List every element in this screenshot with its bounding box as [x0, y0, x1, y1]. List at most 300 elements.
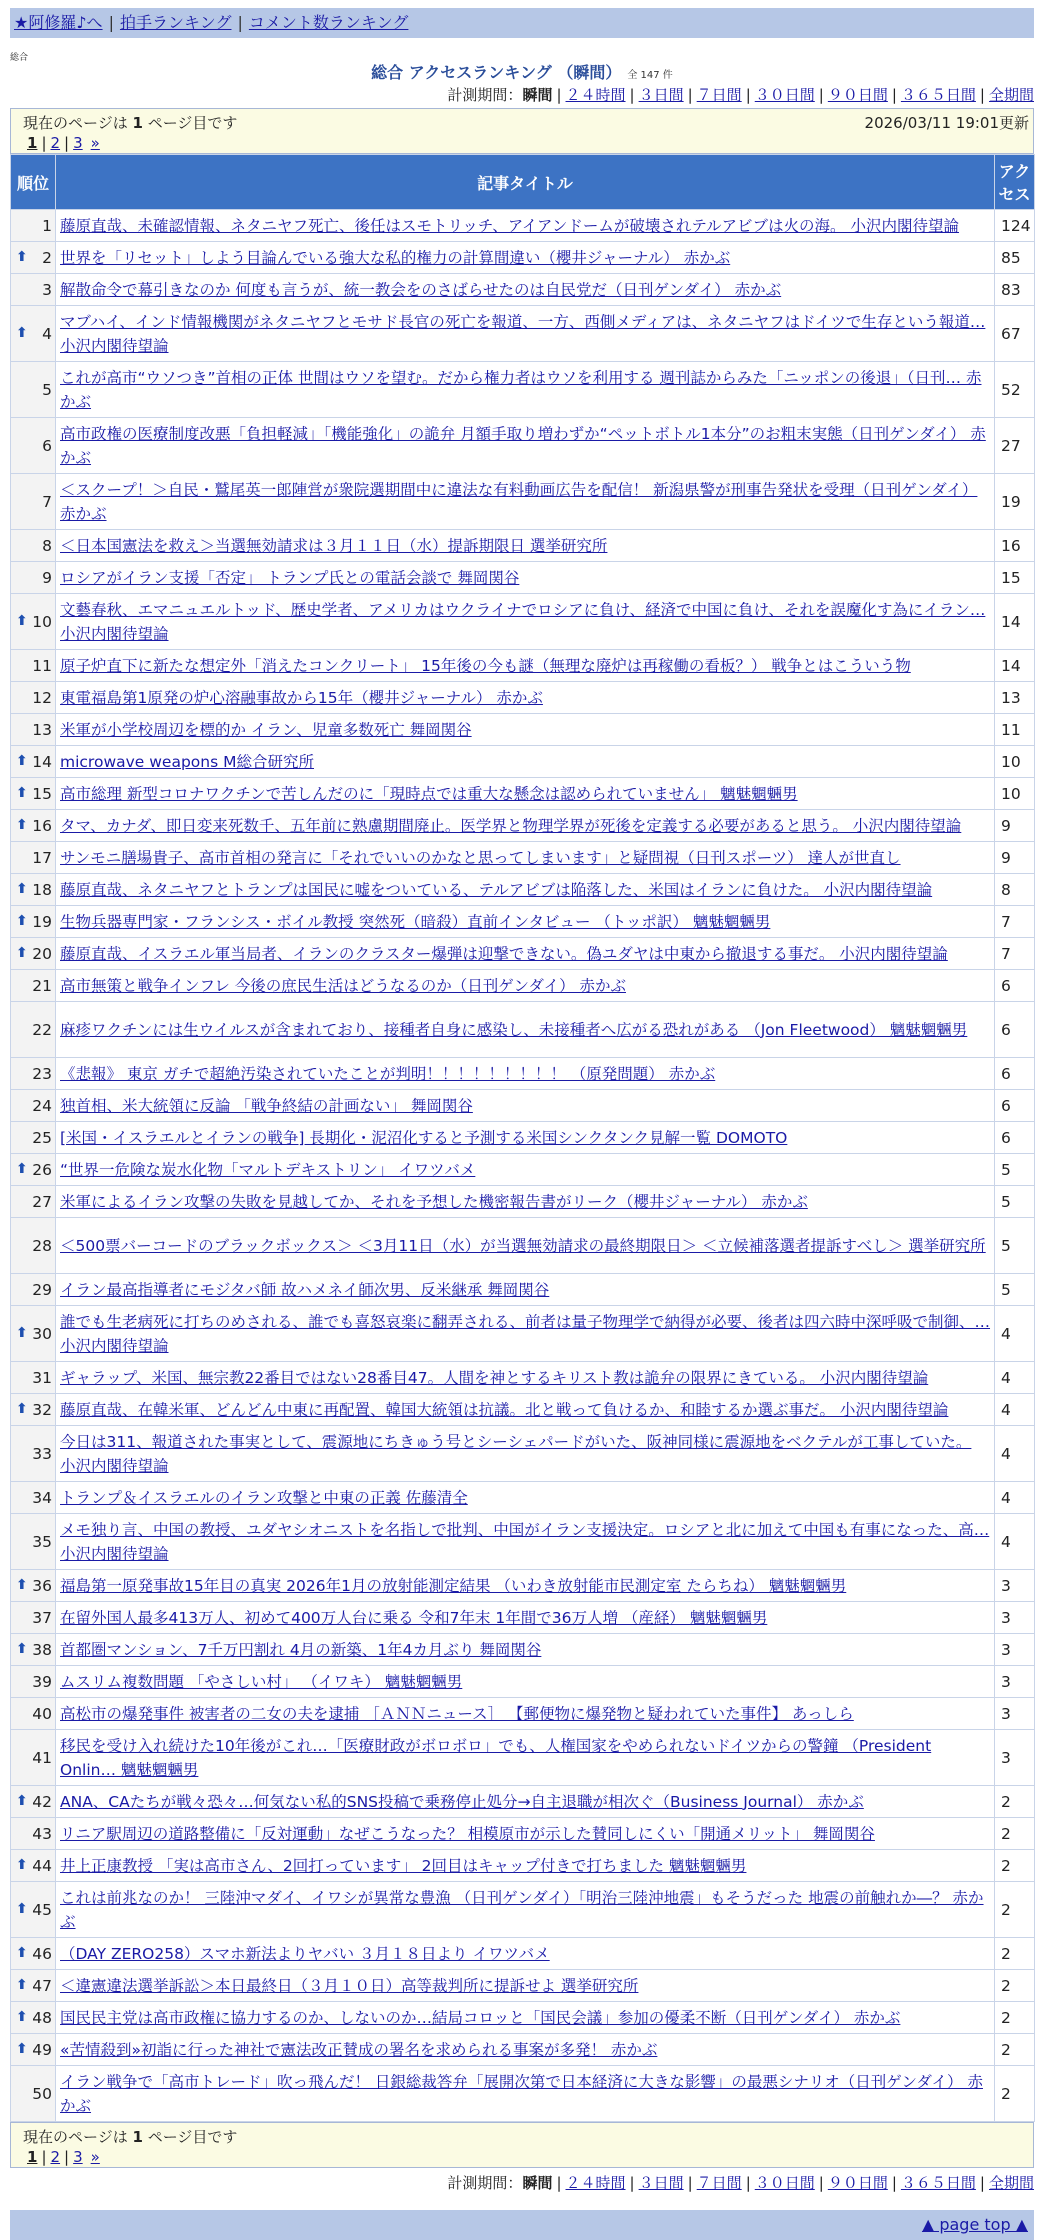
- period-link[interactable]: ２４時間: [565, 2174, 626, 2192]
- article-link[interactable]: 高松市の爆発事件 被害者の二女の夫を逮捕 ［ＡＮＮニュース］ 【郵便物に爆発物と疑われていた事件】 あっしら: [60, 1704, 854, 1723]
- rank-cell: [11, 2034, 56, 2066]
- access-count: 5: [995, 1154, 1035, 1186]
- title-cell: [56, 2002, 995, 2034]
- access-count: 10: [995, 746, 1035, 778]
- update-timestamp: 2026/03/11 19:01更新: [864, 114, 1029, 132]
- rank-cell: [11, 2002, 56, 2034]
- article-link[interactable]: [米国・イスラエルとイランの戦争] 長期化・泥沼化すると予測する米国シンクタンク見解一覧 DOMOTO: [60, 1128, 788, 1147]
- rank-cell: [11, 1570, 56, 1602]
- rank-number: 49: [32, 2040, 52, 2059]
- period-current: 瞬間: [522, 86, 553, 104]
- title-cell: [56, 2034, 995, 2066]
- nav-home-link[interactable]: ★阿修羅♪へ: [14, 13, 103, 32]
- article-link[interactable]: 誰でも生老病死に打ちのめされる、誰でも喜怒哀楽に翻弄される、前者は量子物理学で納得が必要、後者は四六時中深呼吸で制御、… 小沢内閣待望論: [60, 1312, 991, 1355]
- rank-up-icon: ⬆: [16, 880, 28, 897]
- article-link[interactable]: 独首相、米大統領に反論 「戦争終結の計画ない」 舞岡関谷: [60, 1096, 473, 1115]
- article-link[interactable]: 高市総理 新型コロナワクチンで苦しんだのに「現時点では重大な懸念は認められていません」 魑魅魍魎男: [60, 784, 798, 803]
- table-row: [11, 1058, 1035, 1090]
- title-cell: [56, 1818, 995, 1850]
- table-row: [11, 778, 1035, 810]
- table-row: [11, 1394, 1035, 1426]
- table-row: [11, 2002, 1035, 2034]
- article-link[interactable]: 米軍によるイラン攻撃の失敗を見越してか、それを予想した機密報告書がリーク（櫻井ジャーナル） 赤かぶ: [60, 1192, 808, 1211]
- rank-cell: [11, 1602, 56, 1634]
- title-cell: [56, 274, 995, 306]
- rank-number: 47: [32, 1976, 52, 1995]
- rank-up-icon: ⬆: [16, 1944, 28, 1961]
- table-row: [11, 530, 1035, 562]
- table-row: [11, 1186, 1035, 1218]
- rank-up-icon: ⬆: [16, 1976, 28, 1993]
- table-row: [11, 938, 1035, 970]
- page-title: [10, 62, 1034, 84]
- period-link[interactable]: ２４時間: [565, 86, 626, 104]
- title-cell: [56, 474, 995, 530]
- period-selector-top: 計測期間：瞬間 | ２４時間 | ３日間 | ７日間 | ３０日間 | ９０日間 | ３６５日間 | 全期間: [447, 86, 1034, 104]
- rank-number: 23: [32, 1064, 52, 1083]
- article-link[interactable]: 米軍が小学校周辺を標的か イラン、児童多数死亡 舞岡関谷: [60, 720, 472, 739]
- table-row: [11, 906, 1035, 938]
- rank-number: 15: [32, 784, 52, 803]
- rank-up-icon: ⬆: [16, 944, 28, 961]
- total-count: 全 147 件: [627, 70, 673, 81]
- article-link[interactable]: 東電福島第1原発の炉心溶融事故から15年（櫻井ジャーナル） 赤かぶ: [60, 688, 543, 707]
- period-link[interactable]: ３日間: [638, 86, 684, 104]
- access-count: 2: [995, 1970, 1035, 2002]
- nav-clap-ranking-link[interactable]: 拍手ランキング: [119, 13, 232, 32]
- rank-cell: [11, 594, 56, 650]
- period-label: 計測期間：: [447, 86, 523, 104]
- access-count: 27: [995, 418, 1035, 474]
- rank-cell: [11, 474, 56, 530]
- access-count: 9: [995, 842, 1035, 874]
- rank-cell: [11, 1634, 56, 1666]
- period-link[interactable]: 全期間: [988, 2174, 1034, 2192]
- rank-number: 31: [32, 1368, 52, 1387]
- table-row: [11, 362, 1035, 418]
- table-row: [11, 2034, 1035, 2066]
- rank-cell: [11, 1666, 56, 1698]
- title-cell: [56, 714, 995, 746]
- table-row: [11, 418, 1035, 474]
- access-count: 2: [995, 1882, 1035, 1938]
- rank-number: 29: [32, 1280, 52, 1299]
- access-count: 10: [995, 778, 1035, 810]
- title-cell: [56, 746, 995, 778]
- access-count: 11: [995, 714, 1035, 746]
- table-row: [11, 1274, 1035, 1306]
- rank-cell: [11, 1938, 56, 1970]
- title-cell: [56, 362, 995, 418]
- article-link[interactable]: リニア駅周辺の道路整備に「反対運動」なぜこうなった？ 相模原市が示した賛同しにくい「開通メリット」 舞岡関谷: [60, 1824, 875, 1843]
- article-link[interactable]: メモ独り言、中国の教授、ユダヤシオニストを名指しで批判、中国がイラン支援決定。ロシアと北に加えて中国も有事になった、高… 小沢内閣待望論: [60, 1520, 990, 1563]
- title-cell: [56, 970, 995, 1002]
- table-row: [11, 1570, 1035, 1602]
- table-row: [11, 242, 1035, 274]
- title-cell: [56, 418, 995, 474]
- table-row: [11, 1818, 1035, 1850]
- access-count: 2: [995, 1818, 1035, 1850]
- rank-number: 36: [32, 1576, 52, 1595]
- access-count: 2: [995, 2002, 1035, 2034]
- article-link[interactable]: トランプ＆イスラエルのイラン攻撃と中東の正義 佐藤清全: [60, 1488, 468, 1507]
- article-link[interactable]: 井上正康教授 「実は高市さん、2回打っています」 2回目はキャップ付きで打ちました 魑魅魍魎男: [60, 1856, 747, 1875]
- access-count: 4: [995, 1426, 1035, 1482]
- table-row: [11, 714, 1035, 746]
- access-count: 7: [995, 938, 1035, 970]
- rank-number: 12: [32, 688, 52, 707]
- pagination: 1 | 2 | 3 »: [23, 133, 1033, 153]
- period-current: 瞬間: [522, 2174, 553, 2192]
- title-cell: [56, 562, 995, 594]
- table-row: [11, 1602, 1035, 1634]
- title-cell: [56, 1514, 995, 1570]
- article-link[interactable]: タマ、カナダ、即日変来死数千、五年前に熟慮期間廃止。医学界と物理学界が死後を定義する必要があると思う。 小沢内閣待望論: [60, 816, 962, 835]
- period-link[interactable]: ７日間: [696, 2174, 742, 2192]
- period-link[interactable]: ３０日間: [754, 86, 815, 104]
- period-link[interactable]: ３６５日間: [900, 2174, 976, 2192]
- rank-number: 4: [42, 324, 52, 343]
- title-cell: [56, 1154, 995, 1186]
- table-row: [11, 1850, 1035, 1882]
- table-row: [11, 746, 1035, 778]
- access-count: 6: [995, 1058, 1035, 1090]
- article-link[interactable]: 《悲報》 東京 ガチで超絶汚染されていたことが判明！！！！！！！！！ （原発問題） 赤かぶ: [60, 1064, 716, 1083]
- rank-cell: [11, 210, 56, 242]
- page-link[interactable]: 3: [73, 2148, 83, 2166]
- rank-number: 21: [32, 976, 52, 995]
- rank-number: 34: [32, 1488, 52, 1507]
- rank-cell: [11, 2066, 56, 2122]
- access-count: 14: [995, 650, 1035, 682]
- table-row: [11, 1698, 1035, 1730]
- rank-number: 24: [32, 1096, 52, 1115]
- rank-number: 1: [42, 216, 52, 235]
- period-link[interactable]: ３０日間: [754, 2174, 815, 2192]
- rank-cell: [11, 1698, 56, 1730]
- table-row: [11, 810, 1035, 842]
- title-cell: [56, 530, 995, 562]
- access-count: 3: [995, 1602, 1035, 1634]
- table-row: [11, 1306, 1035, 1362]
- article-link[interactable]: ANA、CAたちが戦々恐々…何気ない私的SNS投稿で乗務停止処分→自主退職が相次ぐ（Business Journal） 赤かぶ: [60, 1792, 864, 1811]
- rank-number: 27: [32, 1192, 52, 1211]
- page-current: 1: [27, 134, 38, 152]
- article-link[interactable]: ロシアがイラン支援「否定」 トランプ氏との電話会談で 舞岡関谷: [60, 568, 520, 587]
- access-count: 6: [995, 1090, 1035, 1122]
- article-link[interactable]: ＜500票バーコードのブラックボックス＞ ＜3月11日（水）が当選無効請求の最終期限日＞ ＜立候補落選者提訴すべし＞ 選挙研究所: [60, 1236, 986, 1255]
- rank-number: 28: [32, 1236, 52, 1255]
- title-cell: [56, 1482, 995, 1514]
- ranking-title: 総合 アクセスランキング （瞬間）: [371, 63, 622, 82]
- title-cell: [56, 1306, 995, 1362]
- top-nav-bar: ★阿修羅♪へ | 拍手ランキング | コメント数ランキング: [10, 8, 1034, 38]
- rank-number: 44: [32, 1856, 52, 1875]
- article-link[interactable]: 世界を「リセット」しよう目論んでいる強大な私的権力の計算間違い（櫻井ジャーナル） 赤かぶ: [60, 248, 731, 267]
- rank-cell: [11, 1274, 56, 1306]
- rank-number: 9: [42, 568, 52, 587]
- article-link[interactable]: 在留外国人最多413万人、初めて400万人台に乗る 令和7年末 1年間で36万人増 （産経） 魑魅魍魎男: [60, 1608, 768, 1627]
- rank-cell: [11, 1970, 56, 2002]
- page-top-link[interactable]: ▲ page top ▲: [921, 2215, 1028, 2234]
- rank-number: 45: [32, 1900, 52, 1919]
- article-link[interactable]: microwave weapons M総合研究所: [60, 752, 314, 771]
- rank-number: 7: [42, 492, 52, 511]
- title-cell: [56, 778, 995, 810]
- period-link[interactable]: 全期間: [988, 86, 1034, 104]
- table-row: [11, 594, 1035, 650]
- access-count: 85: [995, 242, 1035, 274]
- table-row: [11, 274, 1035, 306]
- rank-number: 41: [32, 1748, 52, 1767]
- title-cell: [56, 1090, 995, 1122]
- table-row: [11, 1786, 1035, 1818]
- article-link[interactable]: 福島第一原発事故15年目の真実 2026年1月の放射能測定結果 （いわき放射能市民測定室 たらちね） 魑魅魍魎男: [60, 1576, 847, 1595]
- period-link[interactable]: ７日間: [696, 86, 742, 104]
- rank-number: 8: [42, 536, 52, 555]
- pagination-bottom: 1 | 2 | 3 »: [23, 2147, 1033, 2167]
- rank-cell: [11, 1394, 56, 1426]
- article-link[interactable]: サンモニ膳場貴子、高市首相の発言に「それでいいのかなと思ってしまいます」と疑問視（日刊スポーツ） 達人が世直し: [60, 848, 901, 867]
- current-page-text: 現在のページは 1 ページ目です: [23, 114, 238, 132]
- article-link[interactable]: （DAY ZERO258）スマホ新法よりヤバい ３月１８日より イワツバメ: [60, 1944, 550, 1963]
- period-link[interactable]: ３６５日間: [900, 86, 976, 104]
- article-link[interactable]: これは前兆なのか！ 三陸沖マダイ、イワシが異常な豊漁 （日刊ゲンダイ）「明治三陸沖地震」もそうだった 地震の前触れか―？ 赤かぶ: [60, 1888, 984, 1931]
- access-count: 9: [995, 810, 1035, 842]
- article-link[interactable]: 高市無策と戦争インフレ 今後の庶民生活はどうなるのか（日刊ゲンダイ） 赤かぶ: [60, 976, 626, 995]
- access-count: 3: [995, 1698, 1035, 1730]
- table-row: [11, 1154, 1035, 1186]
- article-link[interactable]: イラン戦争で「高市トレード」吹っ飛んだ！ 日銀総裁答弁「展開次第で日本経済に大きな影響」の最悪シナリオ（日刊ゲンダイ） 赤かぶ: [60, 2072, 983, 2115]
- rank-number: 5: [42, 380, 52, 399]
- rank-number: 26: [32, 1160, 52, 1179]
- rank-up-icon: ⬆: [16, 1792, 28, 1809]
- rank-number: 3: [42, 280, 52, 299]
- rank-cell: [11, 970, 56, 1002]
- table-row: [11, 306, 1035, 362]
- rank-up-icon: ⬆: [16, 816, 28, 833]
- access-count: 15: [995, 562, 1035, 594]
- rank-cell: [11, 418, 56, 474]
- rank-number: 46: [32, 1944, 52, 1963]
- next-page-link[interactable]: »: [90, 134, 100, 152]
- title-cell: [56, 1786, 995, 1818]
- title-cell: [56, 1218, 995, 1274]
- article-link[interactable]: 藤原直哉、ネタニヤフとトランプは国民に嘘をついている、テルアビブは陥落した、米国はイランに負けた。 小沢内閣待望論: [60, 880, 933, 899]
- rank-up-icon: ⬆: [16, 1324, 28, 1341]
- table-row: [11, 1882, 1035, 1938]
- title-cell: [56, 2066, 995, 2122]
- title-cell: [56, 682, 995, 714]
- access-count: 52: [995, 362, 1035, 418]
- title-cell: [56, 1634, 995, 1666]
- title-cell: [56, 594, 995, 650]
- rank-cell: [11, 810, 56, 842]
- footer-bar: [10, 2210, 1034, 2240]
- access-count: 4: [995, 1514, 1035, 1570]
- title-cell: [56, 242, 995, 274]
- article-link[interactable]: ＜違憲違法選挙訴訟＞本日最終日（３月１０日）高等裁判所に提訴せよ 選挙研究所: [60, 1976, 639, 1995]
- rank-number: 38: [32, 1640, 52, 1659]
- page-current: 1: [27, 2148, 38, 2166]
- access-count: 2: [995, 1786, 1035, 1818]
- rank-number: 22: [32, 1020, 52, 1039]
- period-link[interactable]: ９０日間: [827, 86, 888, 104]
- title-cell: [56, 1426, 995, 1482]
- article-link[interactable]: イラン最高指導者にモジタバ師 故ハメネイ師次男、反米継承 舞岡関谷: [60, 1280, 550, 1299]
- access-count: 3: [995, 1730, 1035, 1786]
- rank-cell: [11, 562, 56, 594]
- access-count: 7: [995, 906, 1035, 938]
- title-cell: [56, 874, 995, 906]
- table-row: [11, 650, 1035, 682]
- table-row: [11, 1514, 1035, 1570]
- rank-number: 48: [32, 2008, 52, 2027]
- table-row: [11, 1426, 1035, 1482]
- title-cell: [56, 1730, 995, 1786]
- rank-cell: [11, 1426, 56, 1482]
- rank-number: 32: [32, 1400, 52, 1419]
- rank-up-icon: ⬆: [16, 1640, 28, 1657]
- page-link[interactable]: 2: [50, 2148, 61, 2166]
- access-count: 83: [995, 274, 1035, 306]
- table-row: [11, 1666, 1035, 1698]
- rank-number: 14: [32, 752, 52, 771]
- rank-cell: [11, 1514, 56, 1570]
- rank-up-icon: ⬆: [16, 784, 28, 801]
- access-count: 6: [995, 1002, 1035, 1058]
- table-row: [11, 1730, 1035, 1786]
- article-link[interactable]: 移民を受け入れ続けた10年後がこれ…「医療財政がボロボロ」でも、人権国家をやめられないドイツからの警鐘 （President Onlin… 魑魅魍魎男: [60, 1736, 932, 1779]
- rank-number: 30: [32, 1324, 52, 1343]
- access-count: 14: [995, 594, 1035, 650]
- rank-cell: [11, 1090, 56, 1122]
- article-link[interactable]: 麻疹ワクチンには生ウイルスが含まれており、接種者自身に感染し、未接種者へ広がる恐れがある （Jon Fleetwood） 魑魅魍魎男: [60, 1020, 968, 1039]
- rank-number: 43: [32, 1824, 52, 1843]
- title-cell: [56, 810, 995, 842]
- article-link[interactable]: 藤原直哉、在韓米軍、どんどん中東に再配置、韓国大統領は抗議。北と戦って負けるか、和睦するか選ぶ事だ。 小沢内閣待望論: [60, 1400, 949, 1419]
- page-link[interactable]: 2: [50, 134, 61, 152]
- article-link[interactable]: ＜スクープ！＞自民・鷲尾英一郎陣営が衆院選期間中に違法な有料動画広告を配信！ 新潟県警が刑事告発状を受理（日刊ゲンダイ） 赤かぶ: [60, 480, 978, 523]
- title-cell: [56, 1698, 995, 1730]
- title-cell: [56, 1938, 995, 1970]
- rank-number: 40: [32, 1704, 52, 1723]
- rank-up-icon: ⬆: [16, 2008, 28, 2025]
- access-count: 4: [995, 1362, 1035, 1394]
- pager-info-top: [10, 108, 1034, 154]
- rank-number: 37: [32, 1608, 52, 1627]
- table-row: [11, 474, 1035, 530]
- table-row: [11, 1122, 1035, 1154]
- rank-cell: [11, 1122, 56, 1154]
- article-link[interactable]: 首都圏マンション、7千万円割れ 4月の新築、1年4カ月ぶり 舞岡関谷: [60, 1640, 542, 1659]
- page-link[interactable]: 3: [73, 134, 83, 152]
- table-row: [11, 1634, 1035, 1666]
- access-count: 4: [995, 1306, 1035, 1362]
- article-link[interactable]: 生物兵器専門家・フランシス・ボイル教授 突然死（暗殺）直前インタビュー （トッポ訳） 魑魅魍魎男: [60, 912, 771, 931]
- nav-comment-ranking-link[interactable]: コメント数ランキング: [248, 13, 409, 32]
- access-count: 16: [995, 530, 1035, 562]
- period-selector-bottom: 計測期間：瞬間 | ２４時間 | ３日間 | ７日間 | ３０日間 | ９０日間 | ３６５日間 | 全期間: [447, 2174, 1034, 2192]
- article-link[interactable]: “世界一危険な炭水化物「マルトデキストリン」 イワツバメ: [60, 1160, 476, 1179]
- pager-info-bottom: [10, 2122, 1034, 2168]
- table-row: [11, 1938, 1035, 1970]
- title-cell: [56, 306, 995, 362]
- table-row: [11, 874, 1035, 906]
- rank-up-icon: ⬆: [16, 1576, 28, 1593]
- rank-cell: [11, 1786, 56, 1818]
- article-link[interactable]: 解散命令で幕引きなのか 何度も言うが、統一教会をのさばらせたのは自民党だ（日刊ゲンダイ） 赤かぶ: [60, 280, 782, 299]
- article-link[interactable]: 今日は311、報道された事実として、震源地にちきゅう号とシーシェパードがいた、阪神同様に震源地をベクテルが工事していた。 小沢内閣待望論: [60, 1432, 972, 1475]
- rank-cell: [11, 530, 56, 562]
- period-link[interactable]: ３日間: [638, 2174, 684, 2192]
- ranking-table: [10, 154, 1035, 2122]
- rank-cell: [11, 842, 56, 874]
- title-cell: [56, 906, 995, 938]
- period-link[interactable]: ９０日間: [827, 2174, 888, 2192]
- title-cell: [56, 1882, 995, 1938]
- rank-up-icon: ⬆: [16, 1900, 28, 1917]
- rank-up-icon: ⬆: [16, 324, 28, 341]
- rank-number: 50: [32, 2084, 52, 2103]
- title-cell: [56, 1002, 995, 1058]
- title-cell: [56, 1362, 995, 1394]
- rank-number: 10: [32, 612, 52, 631]
- article-link[interactable]: これが高市“ウソつき”首相の正体 世間はウソを望む。だから権力者はウソを利用する 週刊誌からみた「ニッポンの後退」（日刊… 赤かぶ: [60, 368, 982, 411]
- table-row: [11, 970, 1035, 1002]
- article-link[interactable]: ムスリム複数問題 「やさしい村」 （イワキ） 魑魅魍魎男: [60, 1672, 463, 1691]
- access-count: 4: [995, 1482, 1035, 1514]
- rank-number: 35: [32, 1532, 52, 1551]
- rank-cell: [11, 778, 56, 810]
- access-count: 5: [995, 1274, 1035, 1306]
- rank-number: 33: [32, 1444, 52, 1463]
- article-link[interactable]: 原子炉直下に新たな想定外「消えたコンクリート」 15年後の今も謎（無理な廃炉は再稼働の看板？） 戦争とはこういう物: [60, 656, 911, 675]
- rank-cell: [11, 1306, 56, 1362]
- rank-cell: [11, 874, 56, 906]
- title-cell: [56, 210, 995, 242]
- article-link[interactable]: ギャラップ、米国、無宗教22番目ではない28番目47。人間を神とするキリスト教は詭弁の限界にきている。 小沢内閣待望論: [60, 1368, 929, 1387]
- title-cell: [56, 1602, 995, 1634]
- title-cell: [56, 1666, 995, 1698]
- title-cell: [56, 1058, 995, 1090]
- next-page-link[interactable]: »: [90, 2148, 100, 2166]
- rank-number: 25: [32, 1128, 52, 1147]
- rank-up-icon: ⬆: [16, 612, 28, 629]
- rank-up-icon: ⬆: [16, 1160, 28, 1177]
- article-link[interactable]: 藤原直哉、未確認情報、ネタニヤフ死亡、後任はスモトリッチ、アイアンドームが破壊されテルアビブは火の海。 小沢内閣待望論: [60, 216, 959, 235]
- access-count: 13: [995, 682, 1035, 714]
- access-count: 6: [995, 970, 1035, 1002]
- article-link[interactable]: 国民民主党は高市政権に協力するのか、しないのか…結局コロッと「国民会議」参加の優柔不断（日刊ゲンダイ） 赤かぶ: [60, 2008, 901, 2027]
- title-cell: [56, 938, 995, 970]
- article-link[interactable]: 藤原直哉、イスラエル軍当局者、イランのクラスター爆弾は迎撃できない。偽ユダヤは中東から撤退する事だ。 小沢内閣待望論: [60, 944, 948, 963]
- rank-cell: [11, 242, 56, 274]
- rank-number: 42: [32, 1792, 52, 1811]
- table-row: [11, 2066, 1035, 2122]
- rank-up-icon: ⬆: [16, 1856, 28, 1873]
- article-link[interactable]: 高市政権の医療制度改悪「負担軽減」「機能強化」の詭弁 月額手取り増わずか“ペットボトル1本分”のお粗末実態（日刊ゲンダイ） 赤かぶ: [60, 424, 986, 467]
- period-label: 計測期間：: [447, 2174, 523, 2192]
- article-link[interactable]: ＜日本国憲法を救え＞当選無効請求は３月１１日（水）提訴期限日 選挙研究所: [60, 536, 608, 555]
- access-count: 8: [995, 874, 1035, 906]
- access-count: 5: [995, 1186, 1035, 1218]
- rank-number: 19: [32, 912, 52, 931]
- article-link[interactable]: «苦情殺到»初詣に行った神社で憲法改正賛成の署名を求められる事案が多発！ 赤かぶ: [60, 2040, 658, 2059]
- rank-cell: [11, 650, 56, 682]
- article-link[interactable]: 文藝春秋、エマニュエルトッド、歴史学者、アメリカはウクライナでロシアに負け、経済で中国に負け、それを誤魔化す為にイラン… 小沢内閣待望論: [60, 600, 986, 643]
- article-link[interactable]: マブハイ、インド情報機関がネタニヤフとモサド長官の死亡を報道、一方、西側メディアは、ネタニヤフはドイツで生存という報道… 小沢内閣待望論: [60, 312, 986, 355]
